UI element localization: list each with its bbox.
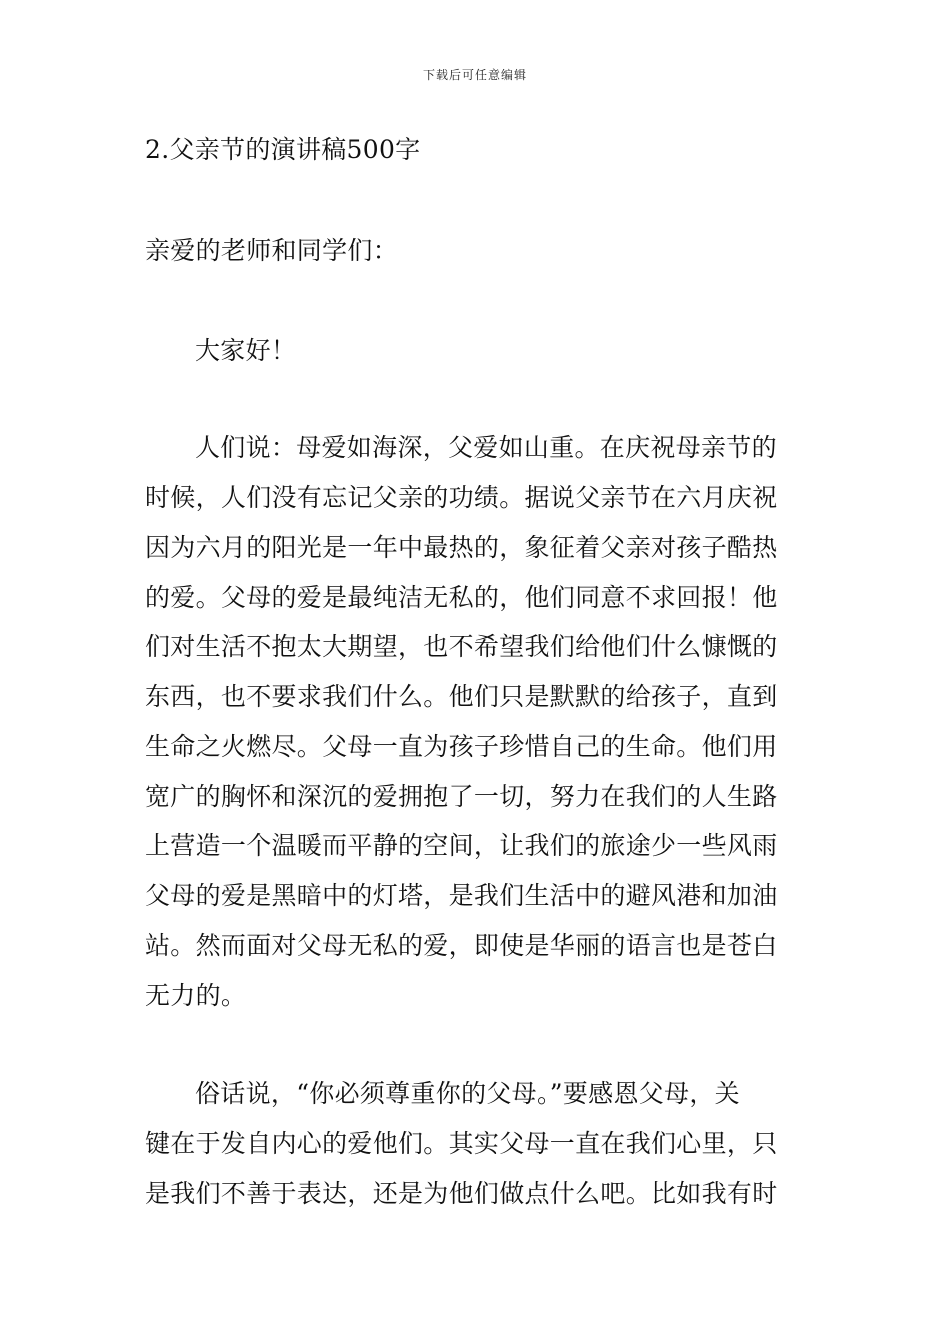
- paragraph1-line: 们对生活不抱太大期望，也不希望我们给他们什么慷慨的: [145, 632, 778, 661]
- document-title: 2.父亲节的演讲稿500字: [145, 135, 421, 164]
- paragraph2-line: 俗话说，“你必须尊重你的父母。”要感恩父母，关: [195, 1079, 740, 1108]
- paragraph1-line: 父母的爱是黑暗中的灯塔，是我们生活中的避风港和加油: [145, 881, 778, 910]
- paragraph1-line: 上营造一个温暖而平静的空间，让我们的旅途少一些风雨: [145, 831, 778, 860]
- salutation: 亲爱的老师和同学们：: [145, 236, 399, 265]
- paragraph2-line: 是我们不善于表达，还是为他们做点什么吧。比如我有时: [145, 1179, 778, 1208]
- paragraph1-line: 无力的。: [145, 981, 247, 1010]
- paragraph1-line: 因为六月的阳光是一年中最热的，象征着父亲对孩子酷热: [145, 533, 778, 562]
- paragraph1-line: 东西，也不要求我们什么。他们只是默默的给孩子，直到: [145, 682, 778, 711]
- header-note: 下载后可任意编辑: [422, 68, 527, 82]
- paragraph2-line: 键在于发自内心的爱他们。其实父母一直在我们心里，只: [145, 1129, 778, 1158]
- greeting: 大家好！: [195, 336, 297, 365]
- paragraph1-line: 站。然而面对父母无私的爱，即使是华丽的语言也是苍白: [145, 931, 778, 960]
- paragraph1-line: 生命之火燃尽。父母一直为孩子珍惜自己的生命。他们用: [145, 732, 778, 761]
- paragraph1-line: 的爱。父母的爱是最纯洁无私的，他们同意不求回报！他: [145, 583, 778, 612]
- paragraph1-line: 时候，人们没有忘记父亲的功绩。据说父亲节在六月庆祝: [145, 483, 778, 512]
- paragraph1-line: 人们说：母爱如海深，父爱如山重。在庆祝母亲节的: [195, 433, 777, 462]
- paragraph1-line: 宽广的胸怀和深沉的爱拥抱了一切，努力在我们的人生路: [145, 782, 778, 811]
